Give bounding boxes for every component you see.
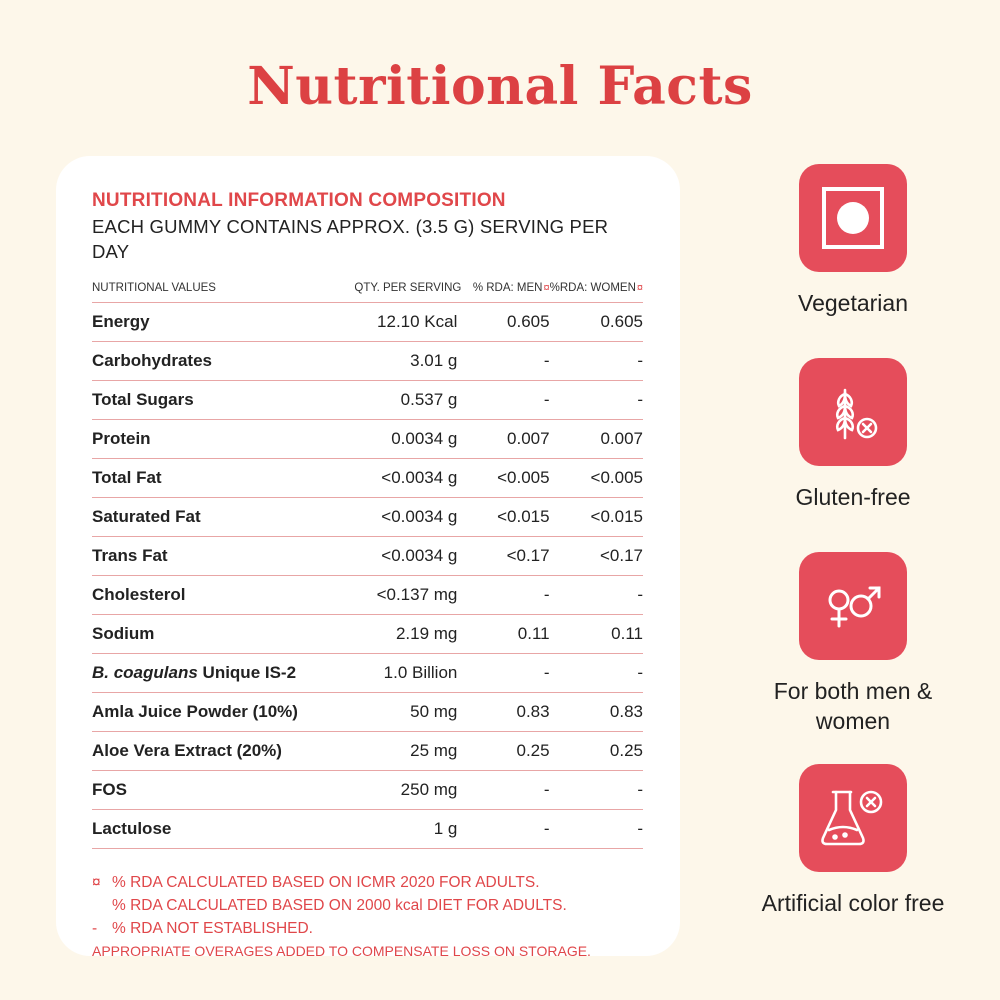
- nutrient-name: B. coagulans Unique IS-2: [92, 653, 340, 692]
- gluten-free-icon: [799, 358, 907, 466]
- nutrient-qty: 50 mg: [340, 692, 461, 731]
- rda-women: -: [550, 770, 643, 809]
- nutrient-name: Sodium: [92, 614, 340, 653]
- rda-women: 0.25: [550, 731, 643, 770]
- table-row: [92, 536, 643, 575]
- rda-men: <0.015: [461, 497, 549, 536]
- badge-label: For both men & women: [773, 678, 933, 734]
- footnotes: [92, 871, 643, 963]
- nutrient-name: Carbohydrates: [92, 341, 340, 380]
- nutrient-name: Trans Fat: [92, 536, 340, 575]
- nutrient-name: Protein: [92, 419, 340, 458]
- rda-men: -: [461, 653, 549, 692]
- nutrient-name: Total Sugars: [92, 380, 340, 419]
- rda-women: -: [550, 341, 643, 380]
- badge-label: Artificial color free: [761, 890, 945, 916]
- nutrient-qty: 2.19 mg: [340, 614, 461, 653]
- rda-women: <0.005: [550, 458, 643, 497]
- header-rda-women: %RDA: WOMEN¤: [550, 274, 643, 302]
- rda-women: 0.605: [550, 302, 643, 341]
- header-nutritional-values: NUTRITIONAL VALUES: [92, 274, 340, 302]
- nutrient-qty: 1 g: [340, 809, 461, 848]
- rda-women: -: [550, 653, 643, 692]
- rda-men: 0.11: [461, 614, 549, 653]
- rda-men: <0.17: [461, 536, 549, 575]
- rda-men: -: [461, 380, 549, 419]
- rda-marker-icon: ¤: [543, 281, 550, 294]
- table-row: [92, 419, 643, 458]
- nutrient-name: Lactulose: [92, 809, 340, 848]
- nutrient-qty: 0.0034 g: [340, 419, 461, 458]
- rda-women: 0.11: [550, 614, 643, 653]
- nutrient-qty: 12.10 Kcal: [340, 302, 461, 341]
- rda-women: 0.83: [550, 692, 643, 731]
- nutrient-name: Energy: [92, 302, 340, 341]
- footnote: % RDA CALCULATED BASED ON 2000 kcal DIET FOR ADULTS.: [112, 896, 567, 914]
- badge-label: Gluten-free: [795, 484, 911, 510]
- rda-men: 0.007: [461, 419, 549, 458]
- rda-men: <0.005: [461, 458, 549, 497]
- table-row: [92, 302, 643, 341]
- rda-women: -: [550, 809, 643, 848]
- rda-men: 0.83: [461, 692, 549, 731]
- rda-marker-icon: ¤: [636, 281, 643, 294]
- rda-women: -: [550, 380, 643, 419]
- nutrient-name: Saturated Fat: [92, 497, 340, 536]
- table-row: [92, 692, 643, 731]
- badge-label: Vegetarian: [798, 290, 908, 316]
- rda-women: <0.17: [550, 536, 643, 575]
- page-title: Nutritional Facts: [247, 56, 753, 117]
- header-qty: QTY. PER SERVING: [340, 274, 461, 302]
- badge-color-free: [760, 764, 946, 918]
- nutrition-panel: [56, 156, 680, 959]
- table-row: [92, 575, 643, 614]
- table-header-row: [92, 274, 643, 302]
- nutrient-qty: <0.0034 g: [340, 458, 461, 497]
- nutrient-qty: 3.01 g: [340, 341, 461, 380]
- rda-men: 0.605: [461, 302, 549, 341]
- rda-men: 0.25: [461, 731, 549, 770]
- table-row: [92, 809, 643, 848]
- flask-no-color-icon: [799, 764, 907, 872]
- footnote: - % RDA NOT ESTABLISHED.: [92, 919, 313, 937]
- rda-women: <0.015: [550, 497, 643, 536]
- table-row: [92, 380, 643, 419]
- rda-women: 0.007: [550, 419, 643, 458]
- badge-vegetarian: [760, 164, 946, 318]
- nutrient-qty: 0.537 g: [340, 380, 461, 419]
- gender-icon: [799, 552, 907, 660]
- vegetarian-icon: [799, 164, 907, 272]
- nutrient-name: FOS: [92, 770, 340, 809]
- table-row: [92, 614, 643, 653]
- badge-both-genders: [760, 552, 946, 736]
- nutrient-qty: 1.0 Billion: [340, 653, 461, 692]
- table-row: [92, 497, 643, 536]
- table-row: [92, 731, 643, 770]
- badge-gluten-free: [760, 358, 946, 512]
- table-row: [92, 341, 643, 380]
- header-rda-men: % RDA: MEN¤: [461, 274, 549, 302]
- nutrient-qty: <0.0034 g: [340, 497, 461, 536]
- nutrient-name: Total Fat: [92, 458, 340, 497]
- footnote: ¤ % RDA CALCULATED BASED ON ICMR 2020 FOR ADULTS.: [92, 873, 540, 891]
- nutrient-qty: 250 mg: [340, 770, 461, 809]
- table-row: [92, 653, 643, 692]
- rda-women: -: [550, 575, 643, 614]
- nutrient-name: Amla Juice Powder (10%): [92, 692, 340, 731]
- rda-men: -: [461, 575, 549, 614]
- rda-men: -: [461, 809, 549, 848]
- nutrient-qty: 25 mg: [340, 731, 461, 770]
- storage-note: APPROPRIATE OVERAGES ADDED TO COMPENSATE LOSS ON STORAGE.: [92, 942, 591, 959]
- table-row: [92, 770, 643, 809]
- nutrient-qty: <0.0034 g: [340, 536, 461, 575]
- nutrient-name: Aloe Vera Extract (20%): [92, 731, 340, 770]
- serving-info: EACH GUMMY CONTAINS APPROX. (3.5 G) SERVING PER DAY: [92, 216, 609, 262]
- table-row: [92, 458, 643, 497]
- nutrient-name: Cholesterol: [92, 575, 340, 614]
- nutrient-qty: <0.137 mg: [340, 575, 461, 614]
- composition-title: NUTRITIONAL INFORMATION COMPOSITION: [92, 190, 506, 211]
- rda-men: -: [461, 341, 549, 380]
- rda-men: -: [461, 770, 549, 809]
- nutrition-table: [92, 274, 643, 849]
